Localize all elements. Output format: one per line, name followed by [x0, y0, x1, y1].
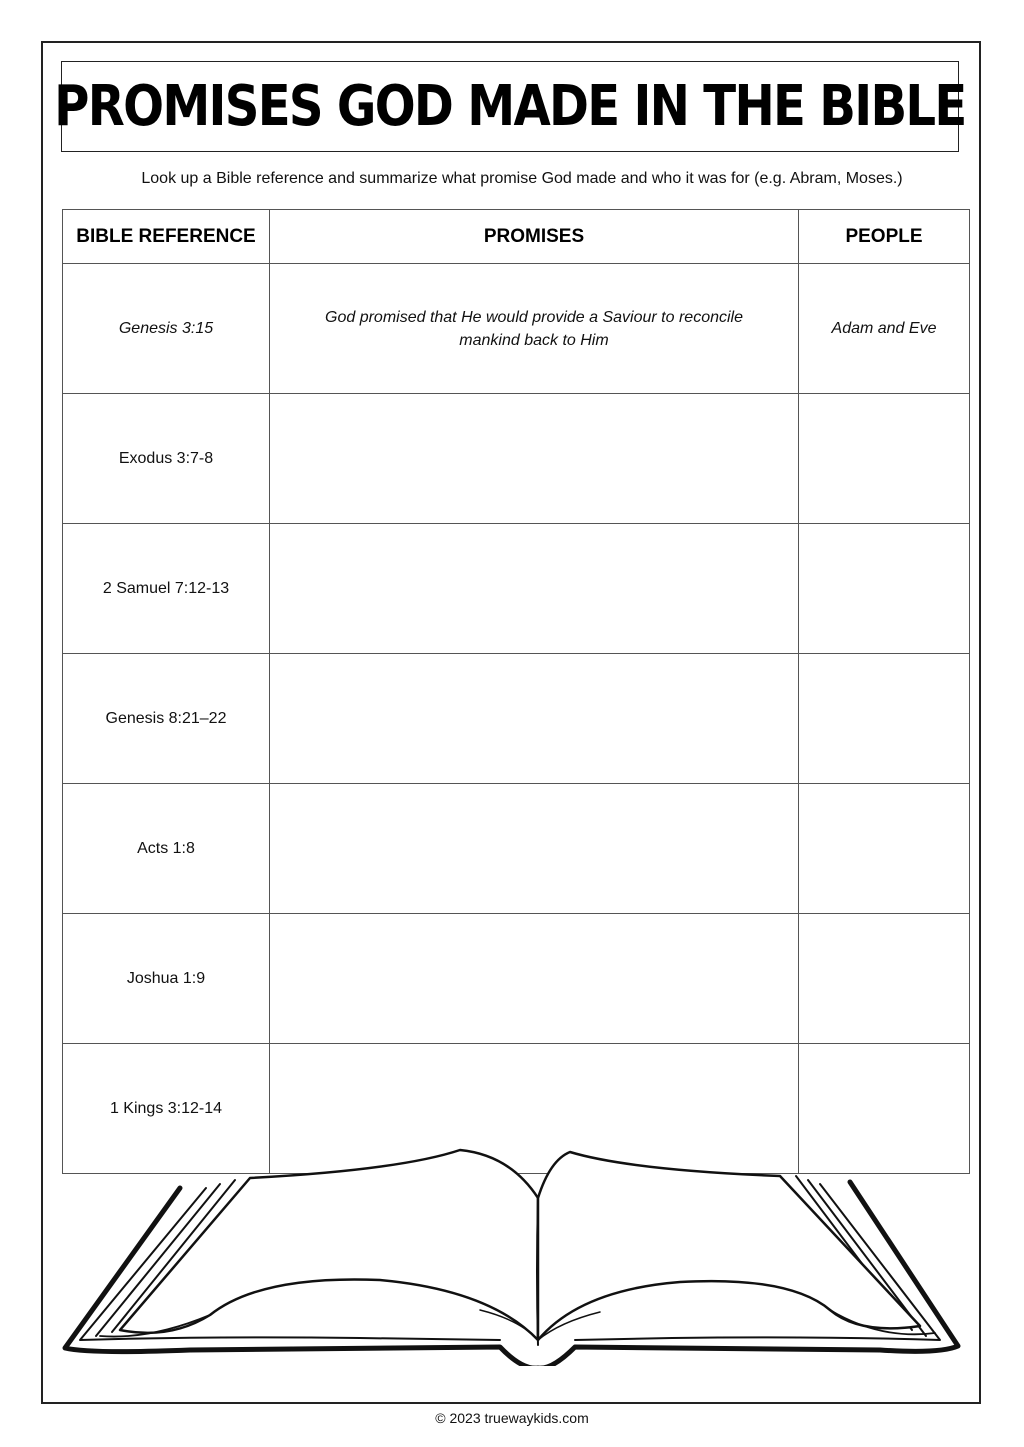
- reference-cell: Genesis 3:15: [63, 264, 270, 394]
- promise-cell[interactable]: [270, 524, 799, 654]
- page-title: PROMISES GOD MADE IN THE BIBLE: [54, 74, 966, 139]
- promise-text: God promised that He would provide a Saviour to reconcile mankind back to Him: [325, 308, 743, 349]
- table-row: [63, 524, 970, 654]
- reference-cell: 2 Samuel 7:12-13: [63, 524, 270, 654]
- promise-cell[interactable]: [270, 784, 799, 914]
- reference-cell: Genesis 8:21–22: [63, 654, 270, 784]
- reference-cell: 1 Kings 3:12-14: [63, 1044, 270, 1174]
- header-promises: PROMISES: [270, 210, 799, 264]
- people-cell[interactable]: [799, 654, 970, 784]
- people-cell[interactable]: [799, 524, 970, 654]
- table-row: [63, 654, 970, 784]
- reference-cell: Exodus 3:7-8: [63, 394, 270, 524]
- reference-cell: Acts 1:8: [63, 784, 270, 914]
- promise-cell[interactable]: [270, 394, 799, 524]
- people-cell[interactable]: [799, 914, 970, 1044]
- table-row: [63, 264, 970, 394]
- title-box: [54, 61, 966, 152]
- promises-table: [62, 209, 970, 1174]
- promise-cell[interactable]: [270, 914, 799, 1044]
- open-bible-icon: [60, 1140, 964, 1366]
- instructions: Look up a Bible reference and summarize what promise God made and who it was for (e.g. Abram, Moses.): [141, 170, 903, 187]
- table-header-row: [63, 210, 970, 264]
- table-row: [63, 394, 970, 524]
- header-people: PEOPLE: [799, 210, 970, 264]
- promise-cell[interactable]: [270, 654, 799, 784]
- people-cell[interactable]: Adam and Eve: [799, 264, 970, 394]
- people-cell[interactable]: [799, 394, 970, 524]
- reference-cell: Joshua 1:9: [63, 914, 270, 1044]
- copyright-footer: © 2023 truewaykids.com: [435, 1410, 589, 1426]
- table-row: [63, 914, 970, 1044]
- table-row: [63, 784, 970, 914]
- promise-cell[interactable]: [270, 264, 799, 394]
- people-cell[interactable]: [799, 784, 970, 914]
- header-bible-reference: BIBLE REFERENCE: [63, 210, 270, 264]
